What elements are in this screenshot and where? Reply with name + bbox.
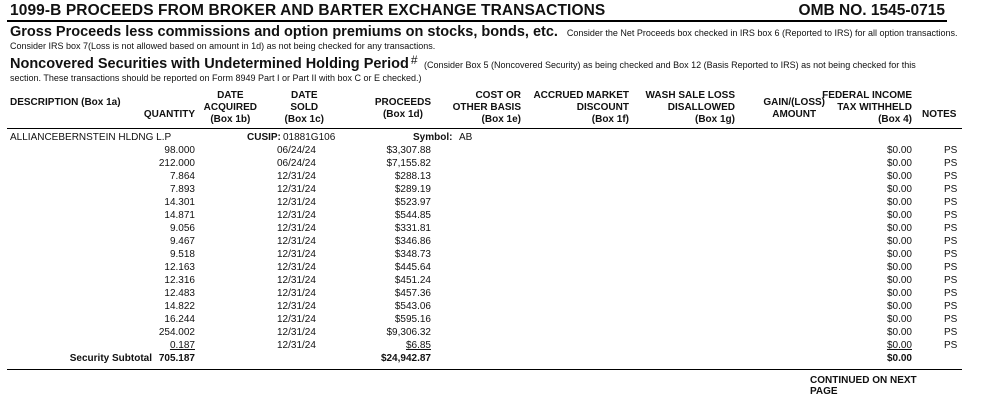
date-sold-cell: 12/31/24 <box>277 340 316 351</box>
table-row <box>7 196 962 209</box>
form-header <box>7 0 947 22</box>
header-quantity: QUANTITY <box>143 109 195 120</box>
federal-tax-cell: $0.00 <box>886 223 912 234</box>
form-title: 1099-B PROCEEDS FROM BROKER AND BARTER EXCHANGE TRANSACTIONS <box>10 2 606 19</box>
quantity-cell: 0.187 <box>169 340 195 351</box>
subtotal-label: Security Subtotal <box>69 353 152 364</box>
notes-cell: PS <box>944 210 958 221</box>
table-row <box>7 209 962 222</box>
noncovered-note: (Consider Box 5 (Noncovered Security) as being checked and Box 12 (Basis Reported to IRS) as not being checked for this <box>423 60 916 70</box>
date-sold-cell: 12/31/24 <box>277 197 316 208</box>
federal-tax-cell: $0.00 <box>886 236 912 247</box>
table-row <box>7 287 962 300</box>
proceeds-cell: $348.73 <box>394 249 431 260</box>
proceeds-cell: $451.24 <box>394 275 431 286</box>
notes-cell: PS <box>944 301 958 312</box>
date-sold-cell: 12/31/24 <box>277 210 316 221</box>
proceeds-cell: $445.64 <box>394 262 431 273</box>
notes-cell: PS <box>944 197 958 208</box>
gross-proceeds-note-line2: Consider IRS box 7(Loss is not allowed based on amount in 1d) as not being checked for any transactions. <box>10 41 436 51</box>
date-sold-cell: 12/31/24 <box>277 262 316 273</box>
date-sold-cell: 12/31/24 <box>277 301 316 312</box>
proceeds-cell: $543.06 <box>394 301 431 312</box>
date-sold-cell: 12/31/24 <box>277 288 316 299</box>
form-1099b-page <box>7 0 958 397</box>
federal-tax-cell: $0.00 <box>886 262 912 273</box>
notes-cell: PS <box>944 158 958 169</box>
table-row <box>7 300 962 313</box>
date-sold-cell: 06/24/24 <box>277 158 316 169</box>
transactions-table <box>7 131 962 365</box>
quantity-cell: 16.244 <box>164 314 195 325</box>
header-federal-tax-withheld: FEDERAL INCOME TAX WITHHELD (Box 4) <box>822 90 912 125</box>
header-date-acquired: DATE ACQUIRED (Box 1b) <box>203 90 257 125</box>
gross-proceeds-note: Consider the Net Proceeds box checked in IRS box 6 (Reported to IRS) for all option transactions. <box>566 28 958 38</box>
table-row <box>7 144 962 157</box>
notes-cell: PS <box>944 314 958 325</box>
date-sold-cell: 12/31/24 <box>277 249 316 260</box>
table-row <box>7 261 962 274</box>
date-sold-cell: 12/31/24 <box>277 184 316 195</box>
date-sold-cell: 12/31/24 <box>277 327 316 338</box>
notes-cell: PS <box>944 340 958 351</box>
gross-proceeds-heading: Gross Proceeds less commissions and option premiums on stocks, bonds, etc. <box>10 24 558 40</box>
federal-tax-cell: $0.00 <box>886 171 912 182</box>
notes-cell: PS <box>944 288 958 299</box>
federal-tax-cell: $0.00 <box>886 210 912 221</box>
header-description: DESCRIPTION (Box 1a) <box>10 97 121 108</box>
federal-tax-cell: $0.00 <box>886 275 912 286</box>
proceeds-cell: $346.86 <box>394 236 431 247</box>
symbol-label: Symbol: <box>413 132 453 143</box>
header-accrued-market-discount: ACCRUED MARKET DISCOUNT (Box 1f) <box>533 90 629 125</box>
proceeds-cell: $6.85 <box>405 340 431 351</box>
table-row <box>7 248 962 261</box>
federal-tax-cell: $0.00 <box>886 145 912 156</box>
proceeds-cell: $288.13 <box>394 171 431 182</box>
quantity-cell: 12.483 <box>164 288 195 299</box>
quantity-cell: 7.864 <box>169 171 195 182</box>
quantity-cell: 14.822 <box>164 301 195 312</box>
header-gain-loss: GAIN/(LOSS) AMOUNT <box>763 97 825 120</box>
subtotal-proceeds: $24,942.87 <box>380 353 431 364</box>
date-sold-cell: 12/31/24 <box>277 223 316 234</box>
cusip-value: 01881G106 <box>283 132 336 143</box>
federal-tax-cell: $0.00 <box>886 340 912 351</box>
federal-tax-cell: $0.00 <box>886 184 912 195</box>
symbol-value: AB <box>459 132 473 143</box>
header-notes: NOTES <box>922 109 957 120</box>
header-wash-sale: WASH SALE LOSS DISALLOWED (Box 1g) <box>645 90 735 125</box>
date-sold-cell: 12/31/24 <box>277 236 316 247</box>
federal-tax-cell: $0.00 <box>886 314 912 325</box>
date-sold-cell: 12/31/24 <box>277 275 316 286</box>
proceeds-cell: $289.19 <box>394 184 431 195</box>
quantity-cell: 14.871 <box>164 210 195 221</box>
federal-tax-cell: $0.00 <box>886 327 912 338</box>
federal-tax-cell: $0.00 <box>886 249 912 260</box>
proceeds-cell: $523.97 <box>394 197 431 208</box>
notes-cell: PS <box>944 262 958 273</box>
table-row <box>7 222 962 235</box>
notes-cell: PS <box>944 223 958 234</box>
quantity-cell: 98.000 <box>164 145 195 156</box>
proceeds-cell: $457.36 <box>394 288 431 299</box>
quantity-cell: 12.316 <box>164 275 195 286</box>
notes-cell: PS <box>944 249 958 260</box>
noncovered-section <box>10 53 945 84</box>
notes-cell: PS <box>944 184 958 195</box>
header-date-sold: DATE SOLD (Box 1c) <box>284 90 324 125</box>
header-cost-basis: COST OR OTHER BASIS (Box 1e) <box>452 90 521 125</box>
notes-cell: PS <box>944 171 958 182</box>
notes-cell: PS <box>944 327 958 338</box>
omb-number: OMB NO. 1545-0715 <box>798 2 945 19</box>
header-proceeds: PROCEEDS (Box 1d) <box>374 97 431 120</box>
table-row <box>7 339 962 352</box>
gross-proceeds-section <box>10 24 958 52</box>
notes-cell: PS <box>944 275 958 286</box>
date-sold-cell: 06/24/24 <box>277 145 316 156</box>
subtotal-quantity: 705.187 <box>158 353 195 364</box>
quantity-cell: 212.000 <box>158 158 195 169</box>
quantity-cell: 254.002 <box>158 327 195 338</box>
proceeds-cell: $544.85 <box>394 210 431 221</box>
federal-tax-cell: $0.00 <box>886 197 912 208</box>
security-row <box>7 131 962 144</box>
table-row <box>7 313 962 326</box>
proceeds-cell: $595.16 <box>394 314 431 325</box>
security-subtotal-row <box>7 352 962 365</box>
quantity-cell: 7.893 <box>169 184 195 195</box>
quantity-cell: 14.301 <box>164 197 195 208</box>
noncovered-note-line2: section. These transactions should be reported on Form 8949 Part I or Part II with box C or E checked.) <box>10 73 422 83</box>
proceeds-cell: $9,306.32 <box>386 327 431 338</box>
footnote-hash: # <box>410 53 418 67</box>
proceeds-cell: $7,155.82 <box>386 158 431 169</box>
bottom-rule <box>7 369 962 370</box>
proceeds-cell: $331.81 <box>394 223 431 234</box>
federal-tax-cell: $0.00 <box>886 288 912 299</box>
federal-tax-cell: $0.00 <box>886 158 912 169</box>
noncovered-heading: Noncovered Securities with Undetermined Holding Period <box>10 56 409 72</box>
notes-cell: PS <box>944 236 958 247</box>
table-row <box>7 235 962 248</box>
quantity-cell: 9.056 <box>169 223 195 234</box>
date-sold-cell: 12/31/24 <box>277 171 316 182</box>
quantity-cell: 9.467 <box>169 236 195 247</box>
table-row <box>7 183 962 196</box>
column-headers <box>7 90 962 129</box>
quantity-cell: 12.163 <box>164 262 195 273</box>
table-row <box>7 326 962 339</box>
subtotal-federal-tax: $0.00 <box>886 353 912 364</box>
federal-tax-cell: $0.00 <box>886 301 912 312</box>
continued-note: CONTINUED ON NEXT PAGE <box>810 375 917 397</box>
cusip-label: CUSIP: <box>247 132 281 143</box>
quantity-cell: 9.518 <box>169 249 195 260</box>
proceeds-cell: $3,307.88 <box>386 145 431 156</box>
notes-cell: PS <box>944 145 958 156</box>
table-row <box>7 274 962 287</box>
table-row <box>7 157 962 170</box>
date-sold-cell: 12/31/24 <box>277 314 316 325</box>
table-row <box>7 170 962 183</box>
security-name: ALLIANCEBERNSTEIN HLDNG L.P <box>10 132 172 143</box>
